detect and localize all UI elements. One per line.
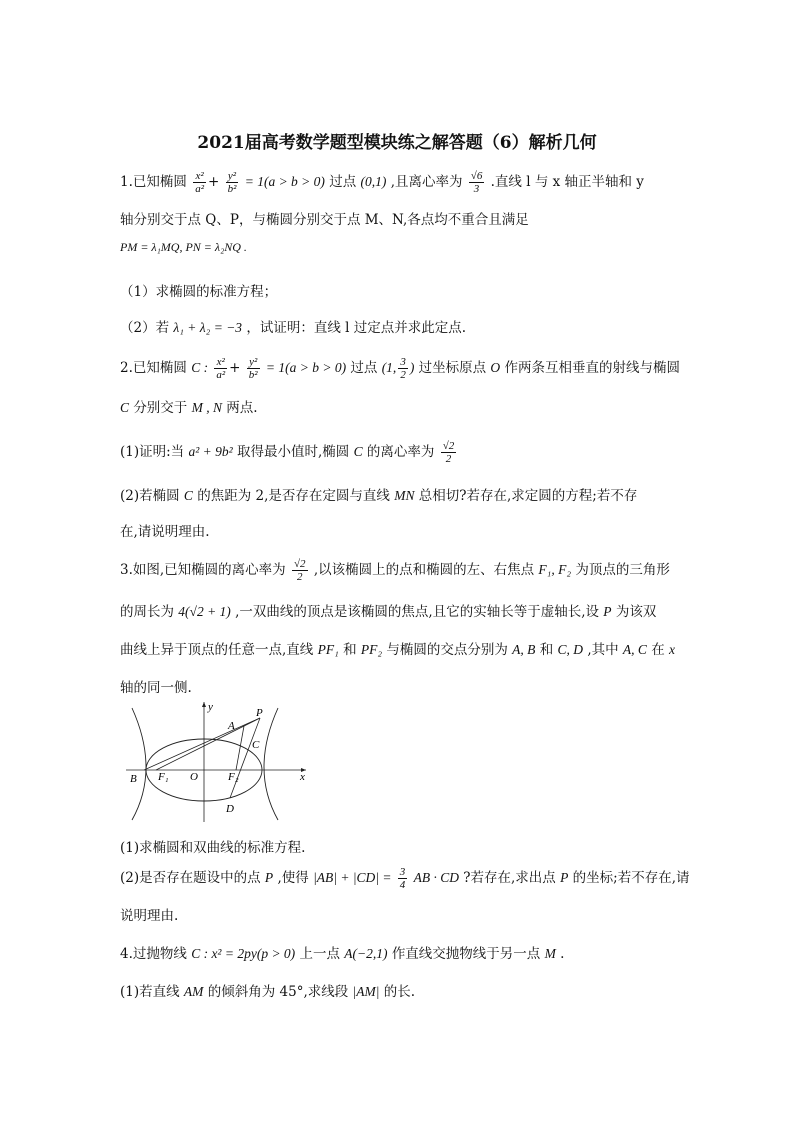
math-expr: λ₁ + λ₂ = −3 [173,320,243,335]
fraction: $\frac{\text{y²}}{\text{b²}}$ [227,170,237,195]
q3-line-1: 3.如图,已知椭圆的离心率为 $\frac{√2}{2}$ ,以该椭圆上的点和椭圆的左、右焦点 F₁, F₂ 为顶点的三角形 [120,558,670,583]
q1-part-1: （1）求椭圆的标准方程； [120,284,278,300]
q1-text: ,且离心率为 [390,174,463,190]
q2-line-1: 2.已知椭圆 C : $\frac{\text{x²}}{\text{a²}}$ + $\frac{\text{y²}}{\text{b²}}$ = 1(a > b > 0) 过点 (1, $\frac{3}{2}$ ) 过坐标原点 O 作两条互相垂直的射线与椭圆 [120,356,680,381]
q1-part-2: （2）若 λ₁ + λ₂ = −3 ，试证明：直线 l 过定点并求此定点. [120,320,467,336]
fraction: $\frac{√6}{3}$ [470,170,483,195]
ellipse-hyperbola-figure [118,700,313,825]
q1-text: 1.已知椭圆 [120,174,187,190]
q3-line-4: 轴的同一侧. [120,680,192,696]
fraction: $\frac{√2}{2}$ [293,558,306,583]
y-axis-arrow [202,702,206,707]
q2-part-1: (1)证明:当 a² + 9b² 取得最小值时,椭圆 C 的离心率为 $\frac{√2}{2}$ [120,440,455,465]
q1-text: 过点 [329,174,357,190]
fig-label-b: B [130,773,137,785]
fig-label-d: D [226,803,234,815]
fraction: $\frac{\text{x²}}{\text{a²}}$ [216,356,226,381]
fig-label-f1: F₁ [158,771,169,783]
hyperbola-right-branch [264,708,278,820]
q1-text: .直线 l 与 x 轴正半轴和 y [490,174,644,190]
fig-label-o: O [190,771,198,783]
fraction: $\frac{\text{y²}}{\text{b²}}$ [248,356,258,381]
q1-line-3: PM = λ₁MQ, PN = λ₂NQ . [120,240,247,254]
page-title: 2021届高考数学题型模块练之解答题（6）解析几何 [197,133,597,153]
fig-label-f2: F₂ [228,771,239,783]
q2-part-2-cont: 在,请说明理由. [120,524,210,540]
q3-part-2-cont: 说明理由. [120,908,179,924]
fraction: $\frac{3}{4}$ [399,866,406,891]
math-expr: (0,1) [360,174,387,189]
q2-line-2: C 分别交于 M , N 两点. [120,400,258,416]
fraction: $\frac{√2}{2}$ [442,440,455,465]
q3-line-2: 的周长为 4(√2 + 1) ,一双曲线的顶点是该椭圆的焦点,且它的实轴长等于虚轴长,设 P 为该双 [120,604,657,620]
q3-part-2: (2)是否存在题设中的点 P ,使得 |AB| + |CD| = $\frac{3}{4}$ AB · CD ?若存在,求出点 P 的坐标;若不存在,请 [120,866,690,891]
q3-line-3: 曲线上异于顶点的任意一点,直线 PF₁ 和 PF₂ 与椭圆的交点分别为 A, B 和 C, D ,其中 A, C 在 x [120,642,676,658]
fig-label-p: P [256,707,263,719]
math-expr: = 1(a > b > 0) [244,174,325,189]
fig-label-c: C [252,739,260,751]
q1-line-2: 轴分别交于点 Q、P，与椭圆分别交于点 M、N,各点均不重合且满足 [120,212,529,228]
line-pf1 [144,718,260,770]
fig-label-a: A [228,720,235,732]
q2-part-2: (2)若椭圆 C 的焦距为 2,是否存在定圆与直线 MN 总相切?若存在,求定圆的方程;若不存 [120,488,638,504]
q4-part-1: (1)若直线 AM 的倾斜角为 45°,求线段 |AM| 的长. [120,984,416,1000]
fraction: $\frac{\text{x²}}{\text{a²}}$ [195,170,204,195]
q4-line-1: 4.过抛物线 C : x² = 2py(p > 0) 上一点 A(−2,1) 作直线交抛物线于另一点 M . [120,946,565,962]
fig-label-x: x [300,771,305,783]
q1-line-1: 1.已知椭圆 $\frac{\text{x²}}{\text{a²}}$ + $\frac{\text{y²}}{\text{b²}}$ = 1(a > b > 0) 过点 (0,1) ,且离心率为 $\frac{√6}{3}$ .直线 l 与 x 轴正半轴和 y [120,170,644,195]
q3-part-1: (1)求椭圆和双曲线的标准方程. [120,840,306,856]
hyperbola-left-branch [132,708,146,820]
fig-label-y: y [208,701,213,713]
fraction: $\frac{3}{2}$ [400,356,406,381]
